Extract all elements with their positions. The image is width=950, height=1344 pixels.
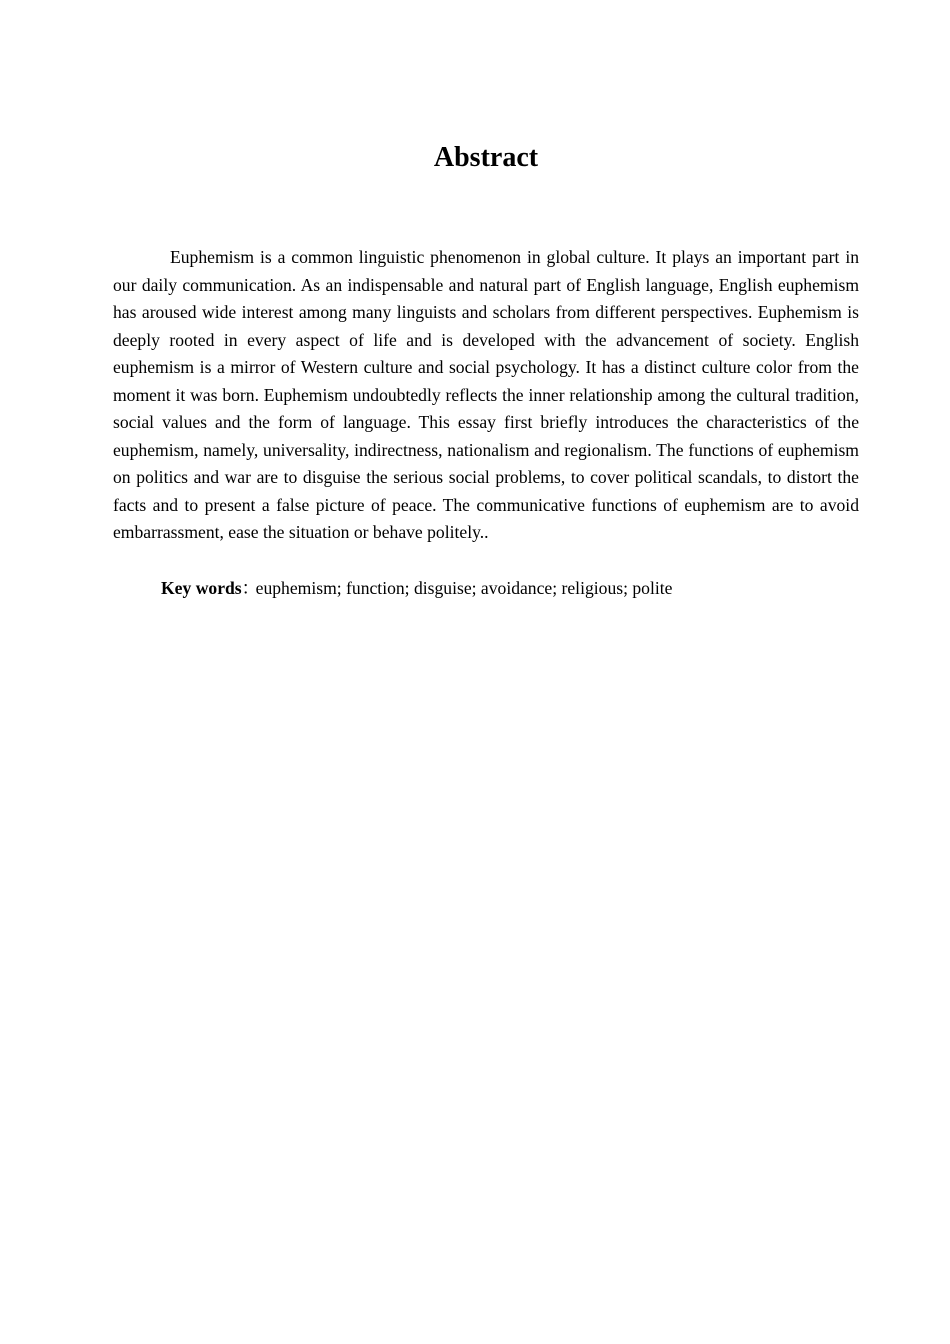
abstract-paragraph: Euphemism is a common linguistic phenomenon in global culture. It plays an important part in our daily communication. As an indispensable and natural part of English language, English euphemism has aroused wide interest among many linguists and scholars from different perspectives. Euphemism is deeply rooted in every aspect of life and is developed with the advancement of society. English euphemism is a mirror of Western culture and social psychology. It has a distinct culture color from the moment it was born. Euphemism undoubtedly reflects the inner relationship among the cultural tradition, social values and the form of language. This essay first briefly introduces the characteristics of the euphemism, namely, universality, indirectness, nationalism and regionalism. The functions of euphemism on politics and war are to disguise the serious social problems, to cover political scandals, to distort the facts and to present a false picture of peace. The communicative functions of euphemism are to avoid embarrassment, ease the situation or behave politely.. xyxy=(113,247,859,542)
keywords-list: euphemism; function; disguise; avoidance; religious; polite xyxy=(255,578,673,598)
keywords-line xyxy=(161,575,861,603)
keywords-label: Key words xyxy=(161,578,242,598)
page-title: Abstract xyxy=(433,142,539,173)
keywords-separator: ： xyxy=(241,578,260,598)
